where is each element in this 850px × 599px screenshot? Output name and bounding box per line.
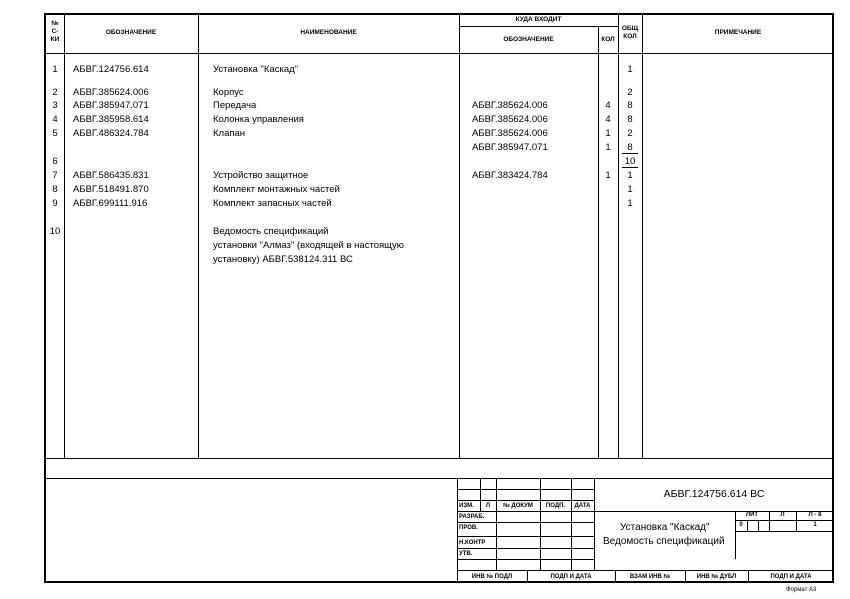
strip-podp-data-2: ПОДП И ДАТА <box>770 574 812 580</box>
tb-line <box>457 570 834 571</box>
header-designation: ОБОЗНАЧЕНИЕ <box>105 29 157 36</box>
document-code: АБВГ.124756.614 ВС <box>663 488 765 500</box>
header-note: ПРИМЕЧАНИЕ <box>714 29 762 36</box>
tb-line <box>457 559 594 560</box>
row-num: 6 <box>52 156 58 167</box>
lit-value: 0 <box>739 522 743 528</box>
row-where: АБВГ.385947.071 <box>472 142 548 153</box>
tb-line <box>457 522 594 523</box>
document-title-line1: Установка "Каскад" <box>620 522 710 533</box>
prov-label: ПРОВ. <box>459 525 478 531</box>
row-num: 3 <box>52 100 58 111</box>
row-where: АБВГ.385624.006 <box>472 114 548 125</box>
razrab-label: РАЗРАБ. <box>459 514 485 520</box>
row-num: 10 <box>49 226 61 237</box>
row-total: 1 <box>627 170 633 181</box>
tb-line <box>457 478 458 583</box>
col-line-total <box>642 13 643 458</box>
row-num: 4 <box>52 114 58 125</box>
header-name: НАИМЕНОВАНИЕ <box>300 29 357 36</box>
table-bottom-line <box>44 458 834 459</box>
row-num: 1 <box>52 64 58 75</box>
nkontr-label: Н.КОНТР <box>459 540 486 546</box>
tb-line <box>457 489 594 490</box>
sheet-label: Л <box>780 512 785 518</box>
tb-line <box>735 531 834 532</box>
row-designation: АБВГ.699111.916 <box>73 198 148 209</box>
row-name: Устройство защитное <box>213 170 309 181</box>
tb-line <box>540 478 541 570</box>
row-total: 2 <box>627 87 633 98</box>
row-where: АБВГ.385624.006 <box>472 128 548 139</box>
row-name-cont: установки "Алмаз" (входящей в настоящую <box>213 240 404 251</box>
row-designation: АБВГ.385947.071 <box>73 100 149 111</box>
row-designation: АБВГ.518491.870 <box>73 184 149 195</box>
row-name: Корпус <box>213 87 244 98</box>
row-total: 1 <box>627 198 633 209</box>
tb-line <box>571 478 572 570</box>
col-data: ДАТА <box>574 503 591 509</box>
tb-line <box>758 520 759 531</box>
where-used-divider <box>459 26 618 27</box>
header-where-qty: КОЛ <box>601 36 615 43</box>
col-line-qty <box>618 13 619 458</box>
tb-line <box>457 548 594 549</box>
row-name: Клапан <box>213 128 246 139</box>
row-qty: 4 <box>605 100 611 111</box>
strip-podp-data-1: ПОДП И ДАТА <box>550 574 592 580</box>
row-designation: АБВГ.124756.614 <box>73 64 149 75</box>
header-where-designation: ОБОЗНАЧЕНИЕ <box>503 36 554 43</box>
col-line-designation <box>198 13 199 458</box>
sheets-label: Л - 8 <box>808 512 822 518</box>
strip-vzam-inv: ВЗАМ ИНВ № <box>629 574 671 580</box>
row-designation: АБВГ.385624.006 <box>73 87 149 98</box>
tb-line <box>457 536 594 537</box>
format-label: Формат А3 <box>786 587 817 593</box>
row-qty: 1 <box>605 142 611 153</box>
row-num: 2 <box>52 87 58 98</box>
strip-inv-podl: ИНВ № ПОДЛ <box>471 574 513 580</box>
tb-line <box>496 478 497 570</box>
row-name: Комплект монтажных частей <box>213 184 340 195</box>
row-qty: 1 <box>605 170 611 181</box>
row-num: 5 <box>52 128 58 139</box>
header-where-used: КУДА ВХОДИТ <box>515 16 562 23</box>
col-izm: ИЗМ. <box>459 503 474 509</box>
row-qty: 1 <box>605 128 611 139</box>
row-name: Комплект запасных частей <box>213 198 332 209</box>
col-dokum: № ДОКУМ <box>503 503 533 509</box>
row-name-cont: установку) АБВГ.538124.311 ВС <box>213 254 353 265</box>
row-name: Передача <box>213 100 257 111</box>
tb-line <box>457 500 594 501</box>
tb-line <box>457 511 594 512</box>
row-qty: 4 <box>605 114 611 125</box>
utv-label: УТВ. <box>459 551 473 557</box>
lit-label: ЛИТ <box>745 512 759 518</box>
row-total: 10 <box>624 156 636 167</box>
row-designation: АБВГ.385958.614 <box>73 114 149 125</box>
header-bottom-line <box>44 53 834 54</box>
document-title-line2: Ведомость спецификаций <box>603 536 725 547</box>
row-where: АБВГ.385624.006 <box>472 100 548 111</box>
row-total: 1 <box>627 64 633 75</box>
row-total: 1 <box>627 184 633 195</box>
titleblock-top-line <box>44 478 834 479</box>
row-total: 8 <box>627 114 633 125</box>
header-num: № С- КИ <box>50 20 60 43</box>
tb-line <box>747 520 748 531</box>
row-num: 7 <box>52 170 58 181</box>
row-total: 2 <box>627 128 633 139</box>
col-line-num <box>64 13 65 458</box>
col-line-where <box>598 26 599 458</box>
header-total-qty: ОБЩ КОЛ <box>621 25 639 40</box>
sheet-value: 1 <box>813 522 817 528</box>
row-total: 8 <box>627 100 633 111</box>
row-designation: АБВГ.586435.831 <box>73 170 149 181</box>
row-name: Колонка управления <box>213 114 304 125</box>
col-l: Л <box>485 503 491 509</box>
row-name: Ведомость спецификаций <box>213 226 329 237</box>
row-total: 8 <box>627 142 633 153</box>
row-num: 8 <box>52 184 58 195</box>
row-num: 9 <box>52 198 58 209</box>
row-where: АБВГ.383424.784 <box>472 170 548 181</box>
row-name: Установка "Каскад" <box>213 64 299 75</box>
row-designation: АБВГ.486324.784 <box>73 128 149 139</box>
col-line-name <box>459 13 460 458</box>
col-podp: ПОДП. <box>545 503 566 509</box>
strip-inv-dubl: ИНВ № ДУБЛ <box>696 574 737 580</box>
